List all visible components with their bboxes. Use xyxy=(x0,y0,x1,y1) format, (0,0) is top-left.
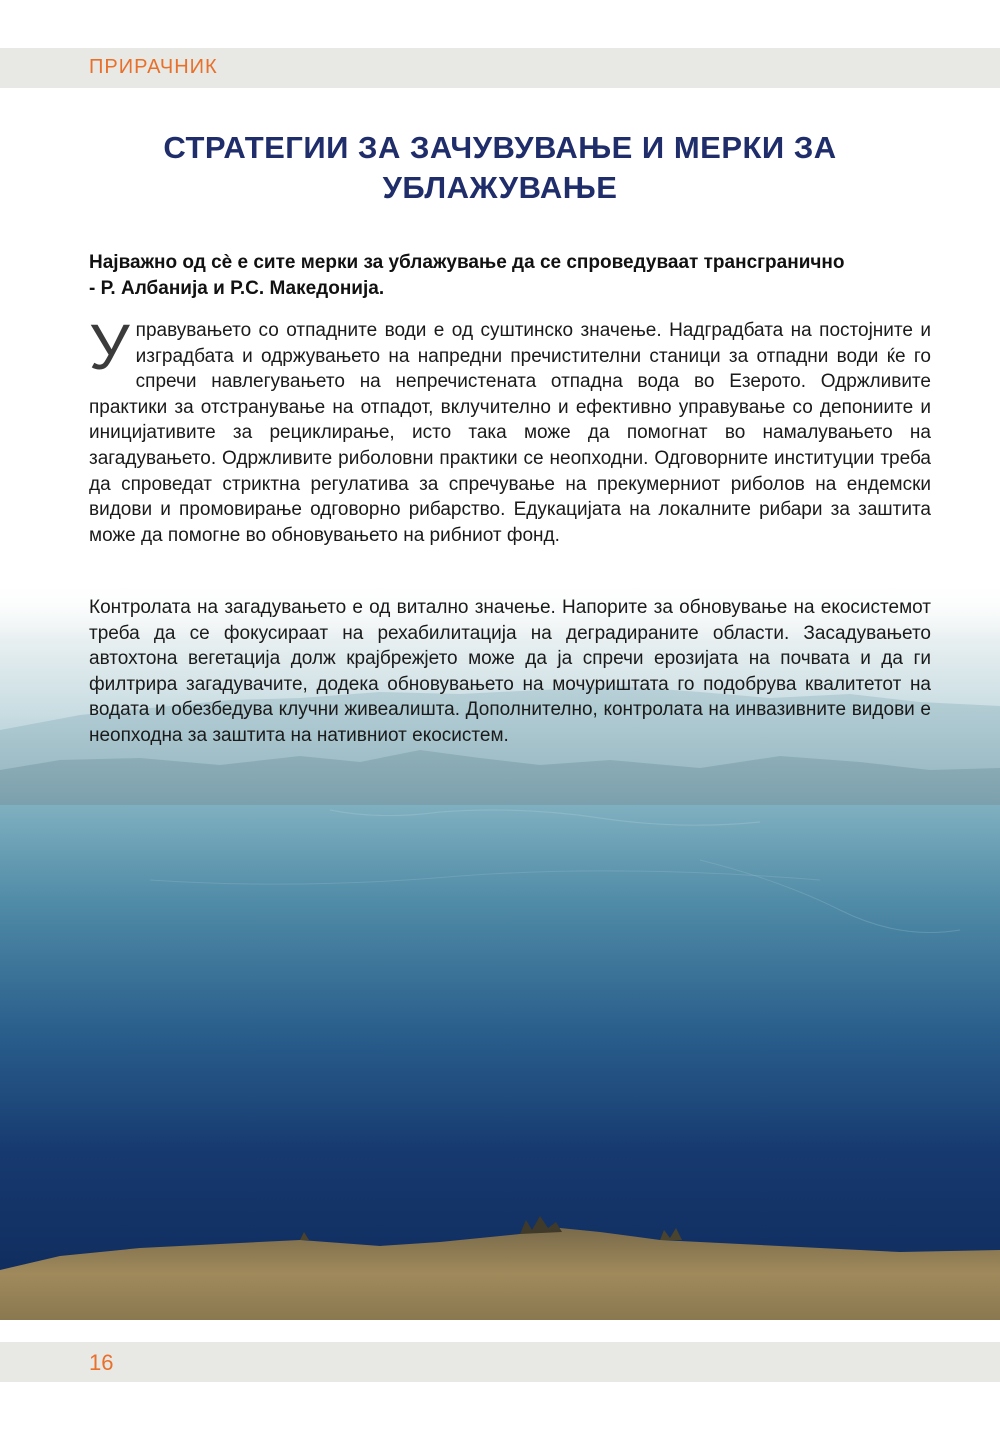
drop-cap: У xyxy=(89,311,130,383)
section-label: ПРИРАЧНИК xyxy=(89,56,218,78)
paragraph-pollution-control: Контролата на загадувањето е од витално значење. Напорите за обновување на екосистемот треба да се фокусираат на рехабилитација на деградираните области. Засадувањето автохтона вегетација долж крајбрежјето може да ја спречи ерозијата на почвата и да ги филтрира загадувачите, додека обновувањето на мочуриштата го подобрува квалитетот на водата и обезбедува клучни живеалишта. Дополнително, контролата на инвазивните видови е неопходна за заштита на нативниот екосистем. xyxy=(89,597,931,746)
lead-statement: Најважно од сè е сите мерки за ублажување да се спроведуваат трансгранично - Р. Албанија и Р.С. Македонија. xyxy=(89,252,845,299)
page-number: 16 xyxy=(89,1350,114,1375)
paragraph-wastewater xyxy=(89,311,931,548)
footer-band xyxy=(0,1342,1000,1382)
page-title: СТРАТЕГИИ ЗА ЗАЧУВУВАЊЕ И МЕРКИ ЗА УБЛАЖУВАЊЕ xyxy=(163,130,837,205)
header-band xyxy=(0,48,1000,88)
paragraph-wastewater-text: правувањето со отпадните води е од суштинско значење. Надградбата на постојните и изградбата и одржувањето на напредни пречистителни станици за отпадни води ќе го спречи навлегувањето на непречистената отпадна вода во Езерото. Одржливите практики за отстранување на отпадот, вклучително и ефективно управување со депониите и иницијативите за рециклирање, исто така може да помогнат во намалувањето на загадувањето. Одржливите риболовни практики се неопходни. Одговорните институции треба да спроведат стриктна регулатива за спречување на прекумерниот риболов на ендемски видови и промовирање одговорно рибарство. Едукацијата на локалните рибари за заштита може да помогне во обновувањето на рибниот фонд. xyxy=(89,320,931,546)
